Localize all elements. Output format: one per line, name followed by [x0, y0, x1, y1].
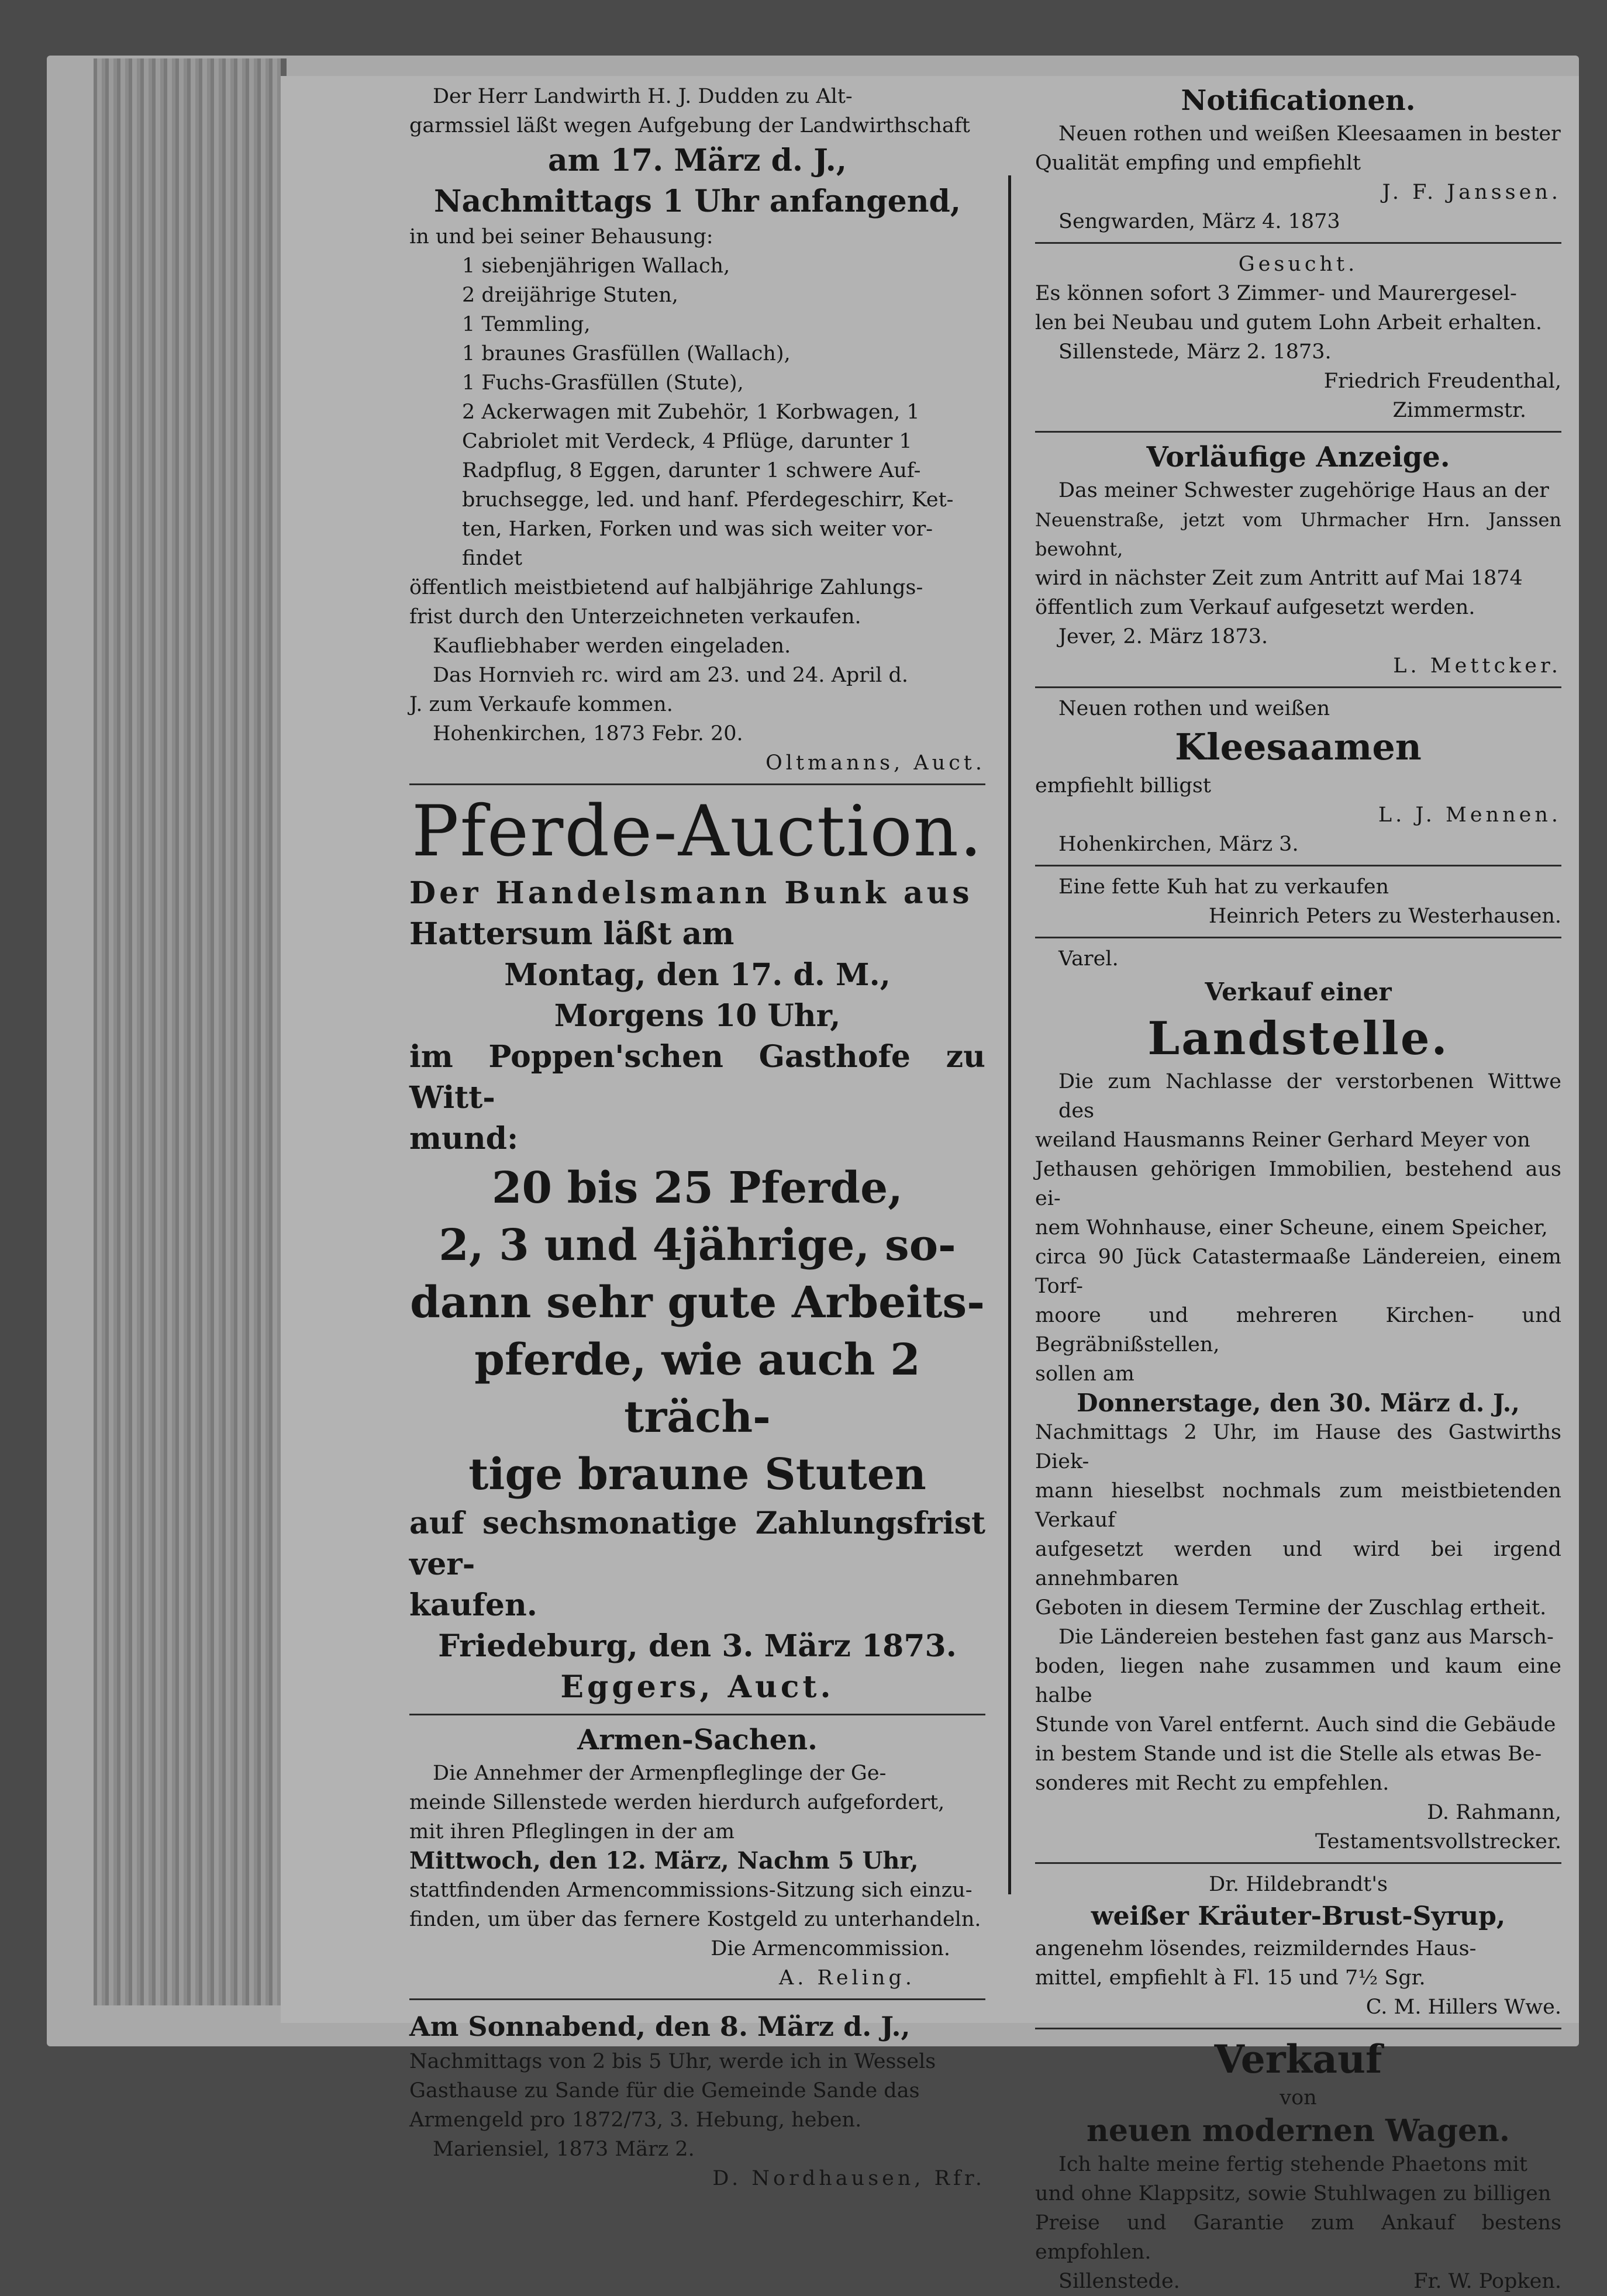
- ad-title: Kleesaamen: [1175, 726, 1422, 768]
- ad-text-line: in und bei seiner Behausung:: [409, 225, 713, 248]
- ad-text-line: Neuen rothen und weißen Kleesaamen in bester: [1058, 122, 1561, 146]
- ad-title: Vorläufige Anzeige.: [1146, 441, 1450, 474]
- ad-armen-sachen: [409, 1721, 985, 1993]
- ad-text-line: von: [1280, 2086, 1317, 2109]
- left-column: [409, 82, 985, 2193]
- ad-text-line: Die Annehmer der Armenpfleglinge der Ge-: [433, 1762, 887, 1785]
- ad-place-date: Sillenstede, März 2. 1873.: [1058, 340, 1332, 364]
- ad-text-line: circa 90 Jück Catastermaaße Ländereien, einem Torf-: [1035, 1245, 1561, 1298]
- ad-kleesaamen: [1035, 694, 1561, 859]
- ad-date: Montag, den 17. d. M.,: [504, 957, 891, 993]
- ad-text-line: moore und mehreren Kirchen- und Begräbnißstellen,: [1035, 1304, 1561, 1356]
- list-item: 1 Temmling,: [462, 313, 591, 336]
- ad-wagen: [1035, 2035, 1561, 2296]
- ad-text-line: Neuen rothen und weißen: [1058, 697, 1330, 720]
- ad-text-line: öffentlich meistbietend auf halbjährige Zahlungs-: [409, 576, 923, 599]
- ad-text-line: Preise und Garantie zum Ankauf bestens empfohlen.: [1035, 2211, 1561, 2264]
- ad-text-line: meinde Sillenstede werden hierdurch aufgefordert,: [409, 1791, 945, 1814]
- ad-text-line: Der Herr Landwirth H. J. Dudden zu Alt-: [433, 85, 853, 108]
- ad-text-line: Nachmittags von 2 bis 5 Uhr, werde ich in Wessels: [409, 2050, 936, 2073]
- ad-text-line: auf sechsmonatige Zahlungsfrist ver-: [409, 1506, 985, 1582]
- ad-text-line: Stunde von Varel entfernt. Auch sind die Gebäude: [1035, 1713, 1556, 1736]
- ad-signature: Eggers, Auct.: [560, 1669, 834, 1705]
- ad-text-line: len bei Neubau und gutem Lohn Arbeit erhalten.: [1035, 311, 1543, 334]
- ad-text-line: Das meiner Schwester zugehörige Haus an der: [1058, 479, 1549, 502]
- list-item: 1 Fuchs-Grasfüllen (Stute),: [462, 371, 744, 395]
- ad-separator: [409, 1998, 985, 2000]
- ad-date: Donnerstage, den 30. März d. J.,: [1077, 1389, 1520, 1417]
- ad-text-line: Geboten in diesem Termine der Zuschlag ertheit.: [1035, 1596, 1547, 1620]
- ad-text-line: Jethausen gehörigen Immobilien, bestehend aus ei-: [1035, 1158, 1561, 1210]
- ad-separator: [1035, 865, 1561, 866]
- ad-title: Armen-Sachen.: [577, 1724, 818, 1756]
- ad-separator: [1035, 1862, 1561, 1864]
- ad-text-line: sonderes mit Recht zu empfehlen.: [1035, 1772, 1389, 1795]
- ad-highlight-line: pferde, wie auch 2 träch-: [474, 1335, 920, 1442]
- ad-kuh: [1035, 872, 1561, 931]
- ad-text-line: Eine fette Kuh hat zu verkaufen: [1058, 875, 1389, 899]
- ad-highlight-line: 20 bis 25 Pferde,: [492, 1163, 903, 1213]
- ad-signature: Fr. W. Popken.: [1413, 2270, 1561, 2293]
- ad-text-line: kaufen.: [409, 1587, 537, 1623]
- ad-date: am 17. März d. J.,: [547, 143, 847, 178]
- ad-place-date: Jever, 2. März 1873.: [1058, 625, 1268, 648]
- ad-separator: [1035, 2028, 1561, 2029]
- ad-place: Sillenstede.: [1058, 2270, 1180, 2293]
- ad-signature: Heinrich Peters zu Westerhausen.: [1208, 904, 1561, 928]
- ad-place-date: Mariensiel, 1873 März 2.: [433, 2138, 695, 2161]
- list-item: findet: [462, 547, 523, 570]
- ad-text-line: weiland Hausmanns Reiner Gerhard Meyer von: [1035, 1128, 1530, 1152]
- ad-text-line: nem Wohnhause, einer Scheune, einem Speicher,: [1035, 1216, 1548, 1240]
- ad-place-date: Friedeburg, den 3. März 1873.: [438, 1628, 957, 1664]
- list-item: Cabriolet mit Verdeck, 4 Pflüge, darunter 1: [462, 430, 912, 453]
- ad-time: Nachmittags 1 Uhr anfangend,: [434, 184, 961, 219]
- list-item: 2 dreijährige Stuten,: [462, 284, 678, 307]
- ad-text-line: Es können sofort 3 Zimmer- und Maurergesel-: [1035, 282, 1517, 305]
- ad-place: Varel.: [1058, 947, 1119, 971]
- ad-signature: A. Reling.: [778, 1966, 915, 1990]
- ad-text-line: Die Ländereien bestehen fast ganz aus Marsch-: [1058, 1625, 1554, 1649]
- ad-text-line: Armengeld pro 1872/73, 3. Hebung, heben.: [409, 2108, 862, 2132]
- ad-pferde-auction: [409, 791, 985, 1708]
- ad-highlight-line: dann sehr gute Arbeits-: [410, 1278, 985, 1328]
- ad-separator: [1035, 937, 1561, 938]
- ad-text-line: Die zum Nachlasse der verstorbenen Wittwe des: [1058, 1070, 1561, 1123]
- ad-signature: Oltmanns, Auct.: [765, 751, 985, 775]
- ad-text-line: mund:: [409, 1121, 519, 1156]
- ad-text-line: Qualität empfing und empfiehlt: [1035, 151, 1361, 175]
- list-item: Radpflug, 8 Eggen, darunter 1 schwere Auf-: [462, 459, 921, 482]
- ad-highlight-line: 2, 3 und 4jährige, so-: [439, 1220, 956, 1270]
- ad-notificationen: [1035, 82, 1561, 236]
- ad-text-line: Kaufliebhaber werden eingeladen.: [433, 634, 791, 658]
- ad-date: Mittwoch, den 12. März, Nachm 5 Uhr,: [409, 1847, 919, 1874]
- list-item: 1 braunes Grasfüllen (Wallach),: [462, 342, 791, 365]
- ad-signature: L. Mettcker.: [1393, 654, 1561, 678]
- ad-signature: J. F. Janssen.: [1382, 181, 1561, 204]
- ad-gesucht: [1035, 250, 1561, 425]
- book-spine-edge: [94, 58, 287, 2005]
- ad-signature-title: Zimmermstr.: [1392, 399, 1526, 422]
- ad-date: Am Sonnabend, den 8. März d. J.,: [409, 2011, 911, 2042]
- ad-text-line: und ohne Klappsitz, sowie Stuhlwagen zu billigen: [1035, 2182, 1551, 2205]
- ad-text-line: mit ihren Pfleglingen in der am: [409, 1820, 735, 1843]
- ad-title-large: Landstelle.: [1147, 1012, 1449, 1065]
- ad-title-large: neuen modernen Wagen.: [1087, 2113, 1510, 2149]
- ad-title: Verkauf: [1214, 2036, 1382, 2082]
- ad-separator: [1035, 686, 1561, 688]
- ad-text-line: mittel, empfiehlt à Fl. 15 und 7½ Sgr.: [1035, 1966, 1426, 1990]
- ad-armengeld: [409, 2006, 985, 2193]
- column-divider: [1008, 175, 1011, 1894]
- ad-text-line: J. zum Verkaufe kommen.: [409, 693, 673, 716]
- list-item: bruchsegge, led. und hanf. Pferdegeschirr, Ket-: [462, 488, 954, 512]
- ad-text-line: Neuenstraße, jetzt vom Uhrmacher Hrn. Janssen bewohnt,: [1035, 509, 1561, 560]
- ad-separator: [409, 1714, 985, 1715]
- ad-place-date: Sengwarden, März 4. 1873: [1058, 210, 1340, 233]
- ad-signature-title: Testamentsvollstrecker.: [1315, 1830, 1561, 1853]
- ad-text-line: Gasthause zu Sande für die Gemeinde Sande das: [409, 2079, 920, 2102]
- ad-landstelle: [1035, 944, 1561, 1856]
- ad-text-line: Dr. Hildebrandt's: [1209, 1873, 1388, 1896]
- ad-title: Pferde-Auction.: [411, 791, 984, 872]
- ad-text-line: mann hieselbst nochmals zum meistbietenden Verkauf: [1035, 1479, 1561, 1532]
- ad-place-date: Hohenkirchen, 1873 Febr. 20.: [433, 722, 743, 745]
- ad-text-line: in bestem Stande und ist die Stelle als etwas Be-: [1035, 1742, 1542, 1766]
- list-item: ten, Harken, Forken und was sich weiter vor-: [462, 517, 933, 541]
- ad-separator: [1035, 431, 1561, 433]
- list-item: 1 siebenjährigen Wallach,: [462, 254, 730, 278]
- ad-text-line: garmssiel läßt wegen Aufgebung der Landwirthschaft: [409, 114, 970, 137]
- list-item: 2 Ackerwagen mit Zubehör, 1 Korbwagen, 1: [462, 400, 920, 424]
- ad-text-line: empfiehlt billigst: [1035, 774, 1211, 797]
- ad-text-line: boden, liegen nahe zusammen und kaum eine halbe: [1035, 1655, 1561, 1707]
- ad-signature: L. J. Mennen.: [1378, 803, 1561, 827]
- ad-text-line: Hattersum läßt am: [409, 916, 734, 952]
- ad-separator: [1035, 242, 1561, 244]
- ad-signature: C. M. Hillers Wwe.: [1365, 1995, 1561, 2019]
- ad-signature: Friedrich Freudenthal,: [1323, 370, 1561, 393]
- ad-text-line: im Poppen'schen Gasthofe zu Witt-: [409, 1039, 985, 1116]
- ad-text-line: aufgesetzt werden und wird bei irgend annehmbaren: [1035, 1538, 1561, 1590]
- ad-signature: D. Rahmann,: [1427, 1801, 1561, 1824]
- ad-footer: [1035, 2267, 1561, 2296]
- ad-title: Gesucht.: [1238, 253, 1358, 276]
- ad-title: weißer Kräuter-Brust-Syrup,: [1091, 1901, 1506, 1931]
- ad-text-line: stattfindenden Armencommissions-Sitzung sich einzu-: [409, 1879, 973, 1902]
- right-column: [1035, 82, 1561, 2296]
- ad-place-date: Hohenkirchen, März 3.: [1058, 833, 1299, 856]
- ad-text-line: öffentlich zum Verkauf aufgesetzt werden.: [1035, 596, 1475, 619]
- ad-title: Notificationen.: [1181, 84, 1416, 117]
- ad-text-line: Nachmittags 2 Uhr, im Hause des Gastwirths Diek-: [1035, 1421, 1561, 1473]
- ad-text-line: Das Hornvieh rc. wird am 23. und 24. April d.: [433, 664, 909, 687]
- ad-time: Morgens 10 Uhr,: [554, 998, 841, 1034]
- ad-text-line: finden, um über das fernere Kostgeld zu unterhandeln.: [409, 1908, 981, 1931]
- ad-highlight-line: tige braune Stuten: [468, 1449, 926, 1500]
- ad-text-line: wird in nächster Zeit zum Antritt auf Mai 1874: [1035, 567, 1523, 590]
- ad-text-line: angenehm lösendes, reizmilderndes Haus-: [1035, 1937, 1477, 1960]
- ad-text-line: Ich halte meine fertig stehende Phaetons mit: [1058, 2153, 1527, 2176]
- ad-auction-dudden: [409, 82, 985, 778]
- ad-separator: [409, 783, 985, 785]
- ad-text-line: Der Handelsmann Bunk aus: [409, 875, 973, 911]
- ad-text-line: frist durch den Unterzeichneten verkaufen.: [409, 605, 861, 629]
- ad-brust-syrup: [1035, 1870, 1561, 2022]
- ad-title: Verkauf einer: [1205, 978, 1392, 1006]
- ad-vorlaeufige-anzeige: [1035, 439, 1561, 681]
- ad-organization: Die Armencommission.: [711, 1937, 950, 1960]
- ad-text-line: sollen am: [1035, 1362, 1134, 1386]
- ad-signature: D. Nordhausen, Rfr.: [712, 2167, 985, 2190]
